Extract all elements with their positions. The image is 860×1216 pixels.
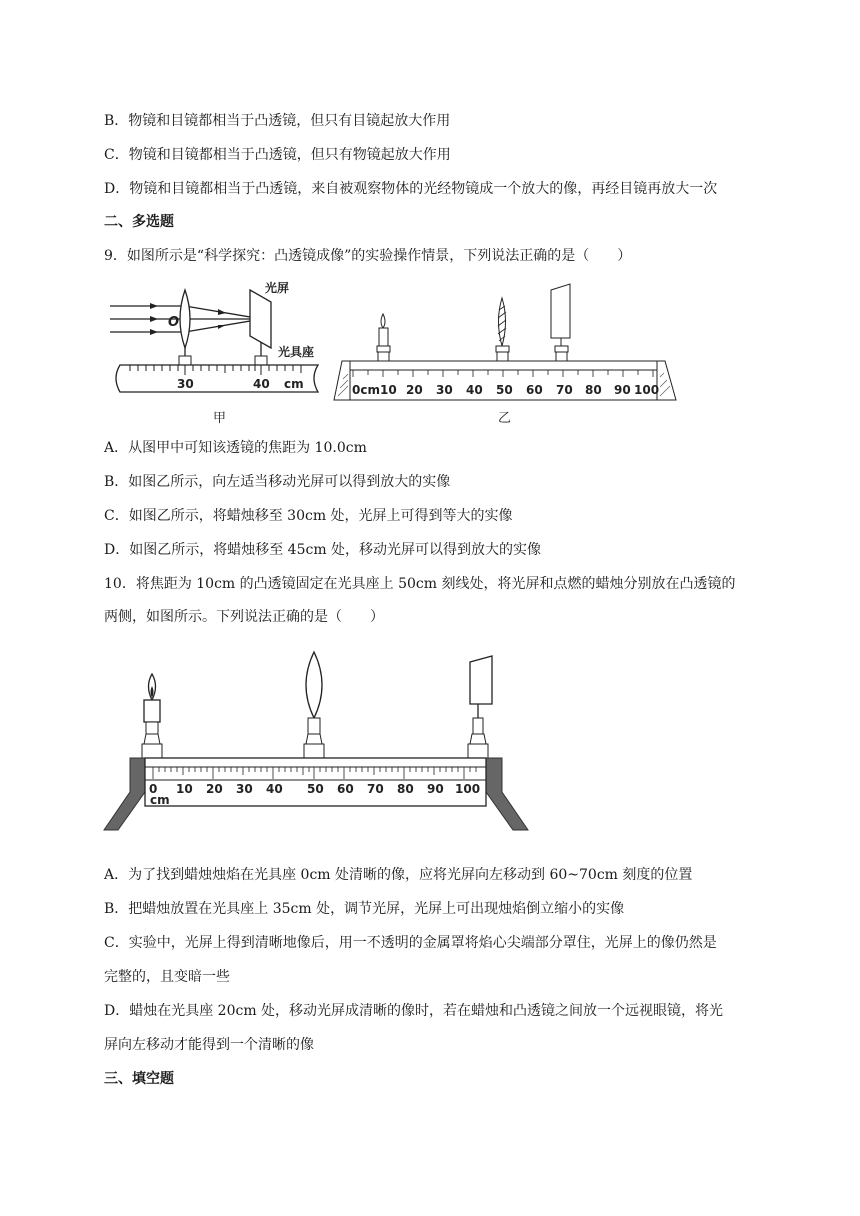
q10-tick-20: 20 — [206, 782, 223, 796]
q10-option-b: B．把蜡烛放置在光具座上 35cm 处，调节光屏，光屏上可出现烛焰倒立缩小的实像 — [104, 901, 625, 917]
q10-option-d-line-1: D．蜡烛在光具座 20cm 处，移动光屏成清晰的像时，若在蜡烛和凸透镜之间放一个远视眼镜，将光 — [104, 1003, 724, 1019]
q10-option-d-line-2: 屏向左移动才能得到一个清晰的像 — [104, 1037, 314, 1053]
q10-unit: cm — [150, 793, 170, 807]
q8-option-c: C．物镜和目镜都相当于凸透镜，但只有物镜起放大作用 — [104, 147, 451, 163]
jia-tick-40: 40 — [253, 377, 270, 391]
jia-screen — [250, 290, 271, 348]
figure-yi — [334, 284, 676, 426]
yi-caption: 乙 — [498, 411, 512, 426]
q10-tick-80: 80 — [397, 782, 414, 796]
jia-center-label: O — [168, 315, 180, 330]
q10-tick-50: 50 — [307, 782, 324, 796]
q10-tick-60: 60 — [337, 782, 354, 796]
yi-candle — [379, 328, 388, 346]
q10-candle — [142, 674, 162, 758]
yi-candle-flame — [381, 314, 385, 328]
q10-stem-line-2: 两侧，如图所示。下列说法正确的是（ ） — [104, 609, 384, 625]
q10-tick-70: 70 — [367, 782, 384, 796]
yi-tick-70: 70 — [556, 383, 573, 397]
section-heading-fill-in: 三、填空题 — [104, 1071, 174, 1087]
q10-stem-line-1: 10．将焦距为 10cm 的凸透镜固定在光具座上 50cm 刻线处，将光屏和点燃的蜡烛分别放在凸透镜的 — [104, 576, 736, 592]
q10-right-support — [486, 758, 528, 830]
q9-option-b: B．如图乙所示，向左适当移动光屏可以得到放大的实像 — [104, 474, 451, 490]
q9-option-c: C．如图乙所示，将蜡烛移至 30cm 处，光屏上可得到等大的实像 — [104, 508, 513, 524]
q10-option-a: A．为了找到蜡烛烛焰在光具座 0cm 处清晰的像，应将光屏向左移动到 60~70cm 刻度的位置 — [104, 867, 693, 883]
yi-tick-30: 30 — [436, 383, 453, 397]
jia-caption: 甲 — [213, 411, 227, 426]
jia-tick-30: 30 — [177, 377, 194, 391]
q10-lens — [304, 652, 324, 758]
yi-tick-50: 50 — [496, 383, 513, 397]
q10-option-c-line-1: C．实验中，光屏上得到清晰地像后，用一不透明的金属罩将焰心尖端部分罩住，光屏上的像仍然是 — [104, 935, 717, 951]
yi-tick-20: 20 — [406, 383, 423, 397]
q9-figure — [0, 276, 860, 436]
q8-option-d: D．物镜和目镜都相当于凸透镜，来自被观察物体的光经物镜成一个放大的像，再经目镜再放大一次 — [104, 181, 718, 197]
yi-tick-40: 40 — [466, 383, 483, 397]
q10-tick-100: 100 — [455, 782, 481, 796]
q10-left-support — [104, 758, 145, 830]
q10-tick-10: 10 — [176, 782, 193, 796]
q10-option-c-line-2: 完整的，且变暗一些 — [104, 969, 230, 985]
jia-lens — [180, 290, 190, 348]
q9-option-d: D．如图乙所示，将蜡烛移至 45cm 处，移动光屏可以得到放大的实像 — [104, 542, 542, 558]
jia-screen-label: 光屏 — [265, 281, 290, 295]
q8-option-b: B．物镜和目镜都相当于凸透镜，但只有目镜起放大作用 — [104, 113, 451, 129]
q9-stem: 9．如图所示是“科学探究：凸透镜成像”的实验操作情景，下列说法正确的是（ ） — [104, 248, 632, 264]
yi-tick-60: 60 — [526, 383, 543, 397]
q10-tick-0: 0 — [149, 782, 158, 796]
q10-tick-30: 30 — [236, 782, 253, 796]
yi-tick-80: 80 — [585, 383, 602, 397]
jia-unit: cm — [284, 377, 304, 391]
yi-screen — [551, 284, 570, 338]
section-heading-multiple-choice: 二、多选题 — [104, 214, 174, 230]
yi-tick-0: 0cm10 — [352, 383, 397, 397]
q10-screen — [468, 656, 492, 758]
jia-holder-label: 光具座 — [278, 345, 315, 359]
figure-jia — [110, 280, 318, 426]
yi-tick-90: 90 — [614, 383, 631, 397]
q9-option-a: A．从图甲中可知该透镜的焦距为 10.0cm — [104, 440, 367, 456]
q10-figure — [0, 640, 860, 840]
yi-tick-100: 100 — [634, 383, 660, 397]
q10-tick-90: 90 — [427, 782, 444, 796]
q10-tick-40: 40 — [266, 782, 283, 796]
